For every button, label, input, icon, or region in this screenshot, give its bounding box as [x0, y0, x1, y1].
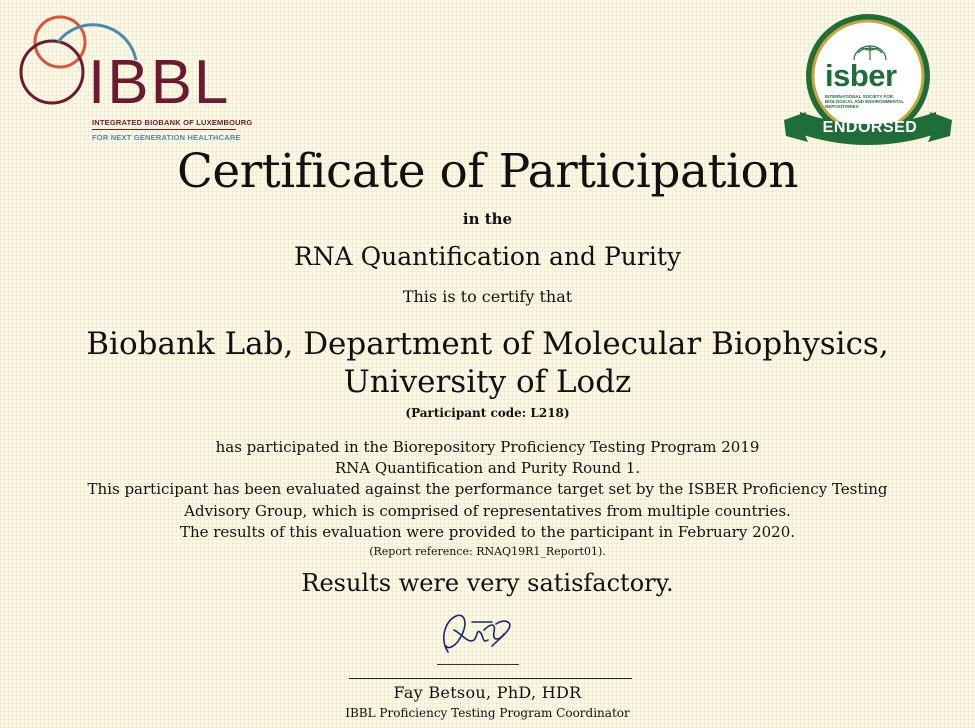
participant-code: (Participant code: L218): [405, 406, 570, 420]
signature-underline: [437, 664, 519, 665]
body-line: Advisory Group, which is comprised of representatives from multiple countries.: [184, 502, 791, 520]
ibbl-divider: [92, 129, 236, 130]
handwritten-signature: [434, 600, 524, 664]
ibbl-tagline-1: INTEGRATED BIOBANK OF LUXEMBOURG: [92, 118, 253, 127]
isber-subtitle: INTERNATIONAL SOCIETY FOR BIOLOGICAL AND ENVIRONMENTAL REPOSITORIES: [825, 94, 905, 110]
isber-endorsed-seal: [778, 8, 958, 148]
signer-role: IBBL Proficiency Testing Program Coordinator: [345, 706, 630, 720]
certify-text: This is to certify that: [402, 287, 573, 306]
certificate-title: Certificate of Participation: [176, 144, 799, 199]
body-line: has participated in the Biorepository Proficiency Testing Program 2019: [215, 438, 760, 456]
result-statement: Results were very satisfactory.: [301, 569, 674, 597]
report-reference: (Report reference: RNAQ19R1_Report01).: [369, 545, 606, 558]
ibbl-tagline-2: FOR NEXT GENERATION HEALTHCARE: [92, 133, 241, 142]
isber-endorsed-label: ENDORSED: [822, 119, 918, 136]
signer-name: Fay Betsou, PhD, HDR: [393, 683, 582, 702]
isber-wordmark: isber: [825, 58, 897, 93]
signature-line: [349, 678, 632, 679]
body-line: RNA Quantification and Purity Round 1.: [334, 459, 641, 477]
body-line: This participant has been evaluated against the performance target set by the ISBER Proficiency Testing: [87, 480, 888, 498]
body-line: The results of this evaluation were provided to the participant in February 2020.: [179, 523, 796, 541]
ibbl-logo: [14, 8, 253, 148]
ibbl-wordmark: IBBL: [88, 48, 231, 117]
in-the-text: in the: [462, 210, 513, 228]
program-name: RNA Quantification and Purity: [293, 242, 682, 271]
participant-name: Biobank Lab, Department of Molecular Biophysics, University of Lodz: [86, 326, 889, 400]
